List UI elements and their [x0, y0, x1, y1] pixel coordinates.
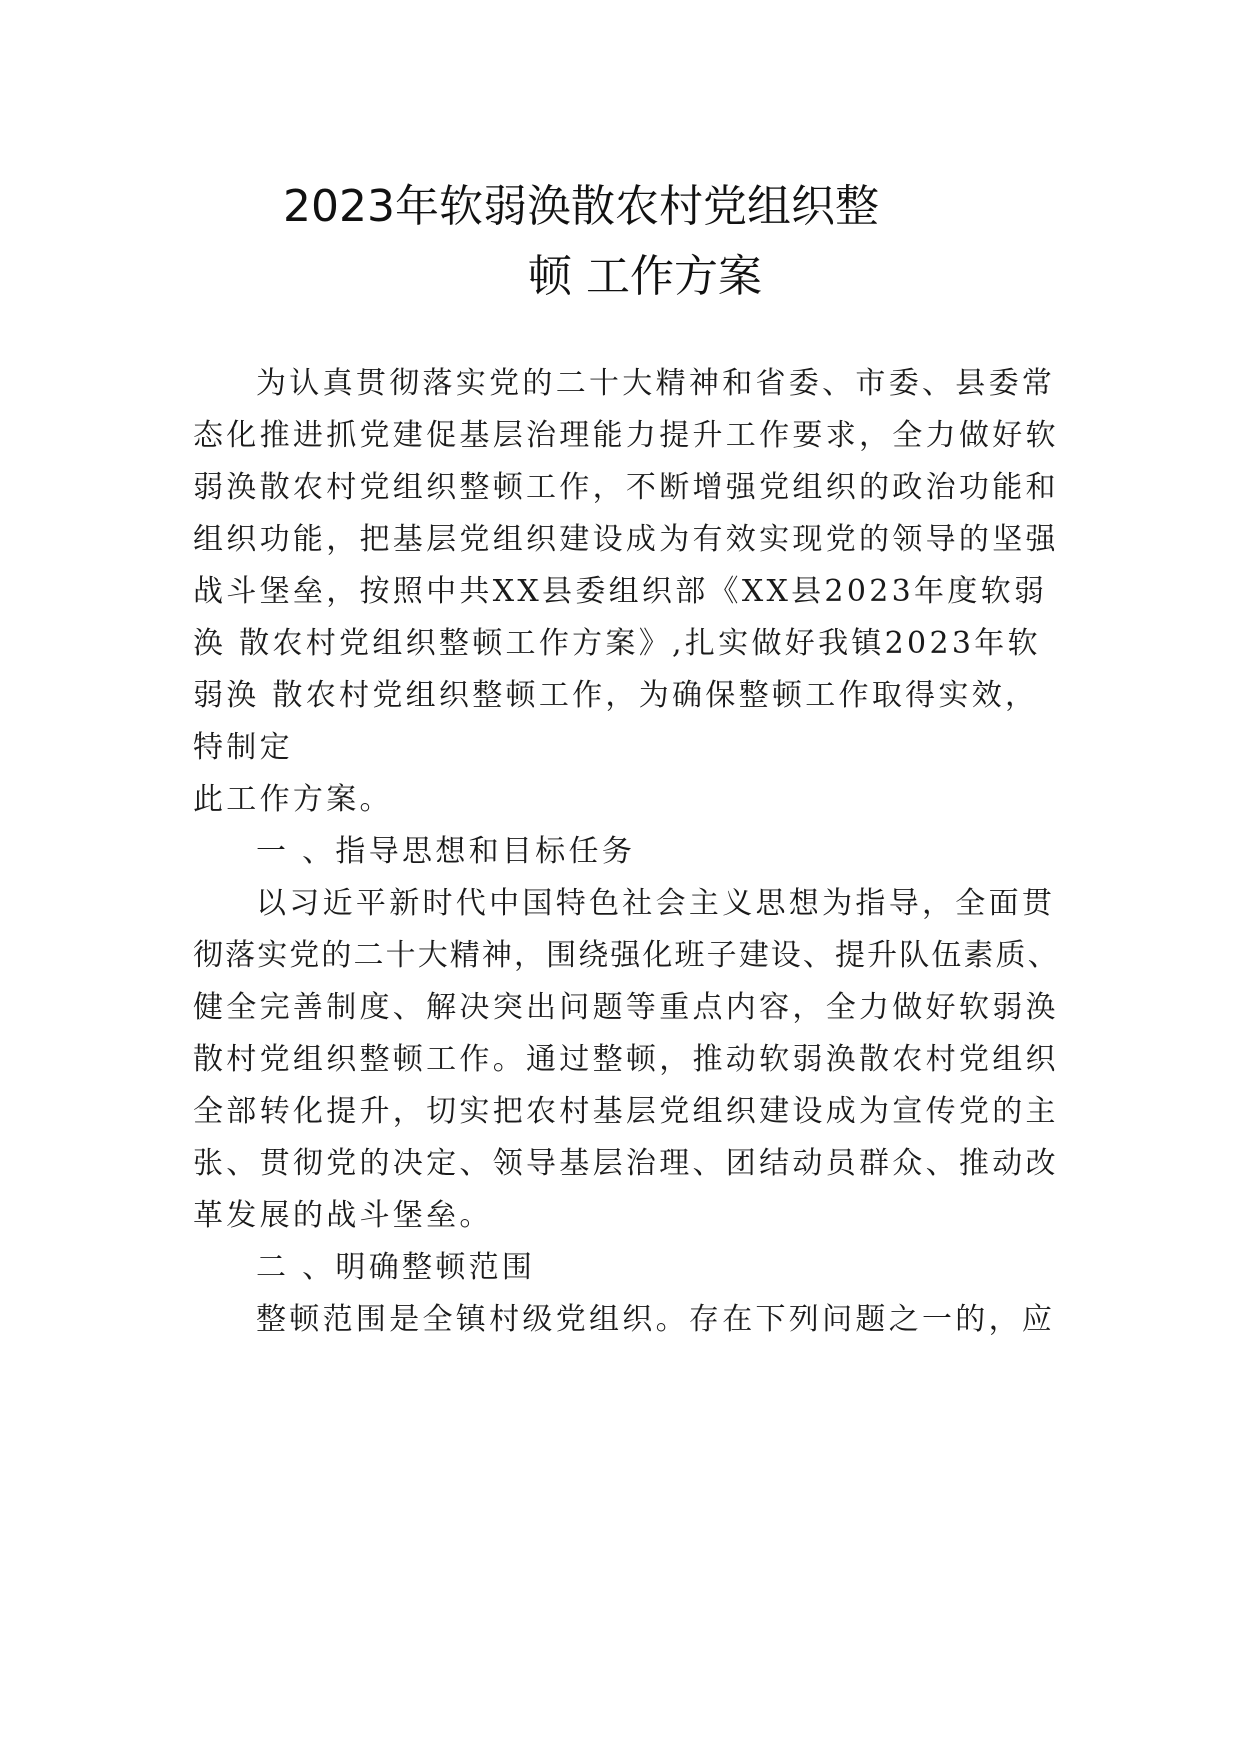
paragraph-line: 涣 散农村党组织整顿工作方案》,扎实做好我镇2023年软	[193, 626, 1041, 661]
paragraph-line: 特制定	[193, 730, 293, 765]
document-title-line-1: 2023年软弱涣散农村党组织整	[283, 181, 879, 232]
paragraph-line: 为认真贯彻落实党的二十大精神和省委、市委、县委常	[256, 366, 1056, 401]
section-heading: 二 、明确整顿范围	[256, 1250, 536, 1285]
paragraph-line: 弱涣 散农村党组织整顿工作，为确保整顿工作取得实效，	[193, 678, 1039, 713]
paragraph-line: 张、贯彻党的决定、领导基层治理、团结动员群众、推动改	[193, 1146, 1059, 1181]
paragraph-line: 彻落实党的二十大精神，围绕强化班子建设、提升队伍素质、	[193, 938, 1060, 973]
paragraph-line: 革发展的战斗堡垒。	[193, 1198, 493, 1233]
document-title-line-2: 顿 工作方案	[528, 251, 762, 302]
paragraph-line: 健全完善制度、解决突出问题等重点内容，全力做好软弱涣	[193, 990, 1059, 1025]
paragraph-line: 态化推进抓党建促基层治理能力提升工作要求，全力做好软	[193, 418, 1059, 453]
paragraph-line: 以习近平新时代中国特色社会主义思想为指导，全面贯	[256, 886, 1056, 921]
paragraph-line: 战斗堡垒，按照中共XX县委组织部《XX县2023年度软弱	[193, 574, 1048, 609]
paragraph-line: 全部转化提升，切实把农村基层党组织建设成为宣传党的主	[193, 1094, 1059, 1129]
paragraph-line: 整顿范围是全镇村级党组织。存在下列问题之一的，应	[256, 1302, 1056, 1337]
paragraph-line: 组织功能，把基层党组织建设成为有效实现党的领导的坚强	[193, 522, 1059, 557]
paragraph-line: 弱涣散农村党组织整顿工作，不断增强党组织的政治功能和	[193, 470, 1059, 505]
paragraph-line: 散村党组织整顿工作。通过整顿，推动软弱涣散农村党组织	[193, 1042, 1059, 1077]
section-heading: 一 、指导思想和目标任务	[256, 834, 636, 869]
paragraph-line: 此工作方案。	[193, 782, 393, 817]
